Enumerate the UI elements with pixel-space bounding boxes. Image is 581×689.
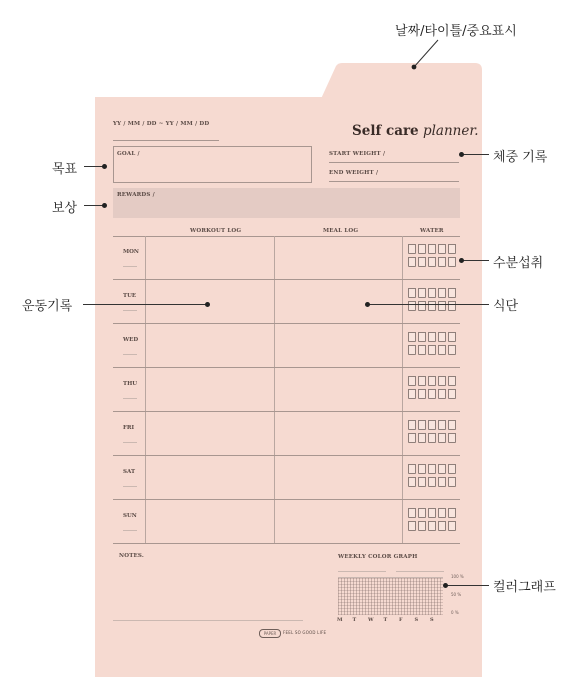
graph-legend-line-1 bbox=[338, 571, 386, 572]
start-weight-line bbox=[329, 162, 459, 163]
callout-meal: 식단 bbox=[493, 299, 519, 314]
rewards-label: REWARDS / bbox=[117, 192, 155, 198]
callout-workout: 운동기록 bbox=[22, 299, 73, 314]
water-cup-checkbox[interactable] bbox=[408, 301, 416, 311]
weekly-color-graph[interactable] bbox=[338, 577, 443, 615]
water-cup-checkbox[interactable] bbox=[408, 389, 416, 399]
row-divider bbox=[113, 411, 460, 412]
day-date-line bbox=[123, 442, 137, 443]
water-cup-checkbox[interactable] bbox=[418, 376, 426, 386]
row-divider bbox=[113, 543, 460, 544]
water-cup-checkbox[interactable] bbox=[418, 508, 426, 518]
water-cup-checkbox[interactable] bbox=[448, 345, 456, 355]
water-cup-checkbox[interactable] bbox=[428, 521, 436, 531]
day-label-sat: SAT bbox=[123, 469, 136, 475]
water-cup-checkbox[interactable] bbox=[428, 257, 436, 267]
start-weight-label: START WEIGHT / bbox=[329, 151, 386, 157]
callout-graph-dot bbox=[443, 583, 448, 588]
water-cup-checkbox[interactable] bbox=[408, 332, 416, 342]
day-date-line bbox=[123, 354, 137, 355]
row-divider bbox=[113, 499, 460, 500]
water-cup-checkbox[interactable] bbox=[428, 301, 436, 311]
water-cup-checkbox[interactable] bbox=[448, 257, 456, 267]
goal-box[interactable] bbox=[113, 146, 312, 183]
water-cup-checkbox[interactable] bbox=[428, 508, 436, 518]
water-cup-checkbox[interactable] bbox=[438, 345, 446, 355]
callout-meal-leader bbox=[368, 304, 489, 305]
day-date-line bbox=[123, 310, 137, 311]
row-divider bbox=[113, 455, 460, 456]
water-cup-checkbox[interactable] bbox=[448, 244, 456, 254]
workout-log-header: WORKOUT LOG bbox=[190, 228, 242, 234]
date-range: YY / MM / DD ~ YY / MM / DD bbox=[113, 121, 210, 127]
row-divider bbox=[113, 323, 460, 324]
water-cup-checkbox[interactable] bbox=[408, 477, 416, 487]
water-cup-checkbox[interactable] bbox=[448, 464, 456, 474]
callout-goal-leader bbox=[84, 166, 104, 167]
day-label-wed: WED bbox=[123, 337, 139, 343]
water-cup-checkbox[interactable] bbox=[448, 376, 456, 386]
water-cup-checkbox[interactable] bbox=[428, 244, 436, 254]
water-cup-checkbox[interactable] bbox=[418, 433, 426, 443]
water-cup-checkbox[interactable] bbox=[408, 345, 416, 355]
end-weight-label: END WEIGHT / bbox=[329, 170, 379, 176]
water-cup-checkbox[interactable] bbox=[438, 257, 446, 267]
water-cup-checkbox[interactable] bbox=[408, 288, 416, 298]
water-cup-checkbox[interactable] bbox=[418, 257, 426, 267]
graph-legend-line-2 bbox=[396, 571, 444, 572]
callout-water-leader bbox=[462, 260, 489, 261]
graph-pct-0: 0 % bbox=[451, 610, 459, 615]
graph-pct-50: 50 % bbox=[451, 592, 462, 597]
callout-goal: 목표 bbox=[52, 162, 78, 177]
water-cup-checkbox[interactable] bbox=[408, 508, 416, 518]
goal-label: GOAL / bbox=[117, 151, 140, 157]
callout-date-title: 날짜/타이틀/중요표시 bbox=[395, 24, 517, 39]
graph-title: WEEKLY COLOR GRAPH bbox=[338, 554, 418, 560]
water-cup-checkbox[interactable] bbox=[418, 464, 426, 474]
water-cup-checkbox[interactable] bbox=[428, 477, 436, 487]
end-weight-line bbox=[329, 181, 459, 182]
day-date-line bbox=[123, 486, 137, 487]
notes-line bbox=[113, 620, 303, 621]
water-cup-checkbox[interactable] bbox=[408, 521, 416, 531]
callout-weight: 체중 기록 bbox=[493, 150, 548, 165]
water-cup-checkbox[interactable] bbox=[418, 420, 426, 430]
water-cup-checkbox[interactable] bbox=[408, 420, 416, 430]
workout-meal-rule bbox=[274, 236, 275, 543]
day-label-fri: FRI bbox=[123, 425, 135, 431]
water-cup-checkbox[interactable] bbox=[448, 301, 456, 311]
graph-day-label: T bbox=[352, 617, 357, 623]
row-divider bbox=[113, 279, 460, 280]
water-cup-checkbox[interactable] bbox=[428, 376, 436, 386]
callout-weight-dot bbox=[459, 152, 464, 157]
water-cup-checkbox[interactable] bbox=[418, 301, 426, 311]
water-cup-checkbox[interactable] bbox=[428, 420, 436, 430]
water-cup-checkbox[interactable] bbox=[438, 464, 446, 474]
water-cup-checkbox[interactable] bbox=[438, 433, 446, 443]
day-date-line bbox=[123, 266, 137, 267]
day-label-sun: SUN bbox=[123, 513, 137, 519]
meal-log-header: MEAL LOG bbox=[323, 228, 359, 234]
callout-graph: 컬러그래프 bbox=[493, 580, 556, 595]
graph-day-label: M bbox=[337, 617, 343, 623]
callout-workout-leader bbox=[83, 304, 207, 305]
water-cup-checkbox[interactable] bbox=[438, 477, 446, 487]
row-divider bbox=[113, 367, 460, 368]
water-cup-checkbox[interactable] bbox=[438, 521, 446, 531]
callout-date-title-leader bbox=[405, 37, 445, 73]
water-cup-checkbox[interactable] bbox=[418, 389, 426, 399]
callout-meal-dot bbox=[365, 302, 370, 307]
callout-graph-leader bbox=[446, 585, 489, 586]
sheet-tab bbox=[320, 63, 482, 101]
callout-reward-dot bbox=[102, 203, 107, 208]
water-cup-checkbox[interactable] bbox=[438, 508, 446, 518]
water-cup-checkbox[interactable] bbox=[448, 288, 456, 298]
footer-slogan: FEEL SO GOOD LIFE bbox=[283, 630, 327, 635]
water-cup-checkbox[interactable] bbox=[418, 345, 426, 355]
water-header: WATER bbox=[420, 228, 444, 234]
callout-workout-dot bbox=[205, 302, 210, 307]
day-label-mon: MON bbox=[123, 249, 139, 255]
water-cup-checkbox[interactable] bbox=[418, 288, 426, 298]
day-date-line bbox=[123, 530, 137, 531]
notes-label: NOTES. bbox=[119, 553, 144, 559]
water-cup-checkbox[interactable] bbox=[428, 332, 436, 342]
water-cup-checkbox[interactable] bbox=[408, 257, 416, 267]
date-underline bbox=[113, 140, 219, 141]
graph-day-label: F bbox=[399, 617, 403, 623]
water-cup-checkbox[interactable] bbox=[448, 477, 456, 487]
callout-goal-dot bbox=[102, 164, 107, 169]
water-cup-checkbox[interactable] bbox=[438, 376, 446, 386]
day-date-line bbox=[123, 398, 137, 399]
callout-reward: 보상 bbox=[52, 201, 78, 216]
meal-water-rule bbox=[402, 236, 403, 543]
water-cup-checkbox[interactable] bbox=[438, 288, 446, 298]
title-bold: Self care bbox=[352, 123, 419, 139]
day-label-tue: TUE bbox=[123, 293, 137, 299]
water-cup-checkbox[interactable] bbox=[438, 420, 446, 430]
water-cup-checkbox[interactable] bbox=[448, 332, 456, 342]
callout-water: 수분섭취 bbox=[493, 256, 544, 271]
water-cup-checkbox[interactable] bbox=[408, 244, 416, 254]
water-cup-checkbox[interactable] bbox=[418, 477, 426, 487]
callout-reward-leader bbox=[84, 205, 104, 206]
water-cup-checkbox[interactable] bbox=[428, 288, 436, 298]
water-cup-checkbox[interactable] bbox=[448, 521, 456, 531]
graph-day-label: S bbox=[414, 617, 419, 623]
water-cup-checkbox[interactable] bbox=[418, 244, 426, 254]
water-cup-checkbox[interactable] bbox=[438, 301, 446, 311]
water-cup-checkbox[interactable] bbox=[428, 433, 436, 443]
water-cup-checkbox[interactable] bbox=[448, 420, 456, 430]
water-cup-checkbox[interactable] bbox=[428, 345, 436, 355]
water-cup-checkbox[interactable] bbox=[448, 508, 456, 518]
water-cup-checkbox[interactable] bbox=[438, 332, 446, 342]
title-italic: planner. bbox=[422, 123, 479, 139]
planner-title bbox=[352, 123, 479, 139]
graph-day-label: W bbox=[368, 617, 374, 623]
callout-water-dot bbox=[459, 258, 464, 263]
water-cup-checkbox[interactable] bbox=[418, 332, 426, 342]
water-cup-checkbox[interactable] bbox=[408, 376, 416, 386]
water-cup-checkbox[interactable] bbox=[418, 521, 426, 531]
callout-weight-leader bbox=[462, 154, 489, 155]
brand-logo: PAPER bbox=[259, 629, 281, 638]
water-cup-checkbox[interactable] bbox=[448, 433, 456, 443]
water-cup-checkbox[interactable] bbox=[408, 464, 416, 474]
water-cup-checkbox[interactable] bbox=[428, 389, 436, 399]
water-cup-checkbox[interactable] bbox=[428, 464, 436, 474]
day-column-rule bbox=[145, 236, 146, 543]
table-top-rule bbox=[113, 236, 460, 237]
water-cup-checkbox[interactable] bbox=[448, 389, 456, 399]
water-cup-checkbox[interactable] bbox=[438, 389, 446, 399]
rewards-band[interactable] bbox=[113, 188, 460, 218]
graph-day-label: S bbox=[430, 617, 434, 623]
graph-day-label: T bbox=[383, 617, 388, 623]
water-cup-checkbox[interactable] bbox=[408, 433, 416, 443]
graph-pct-100: 100 % bbox=[451, 574, 464, 579]
day-label-thu: THU bbox=[123, 381, 138, 387]
water-cup-checkbox[interactable] bbox=[438, 244, 446, 254]
